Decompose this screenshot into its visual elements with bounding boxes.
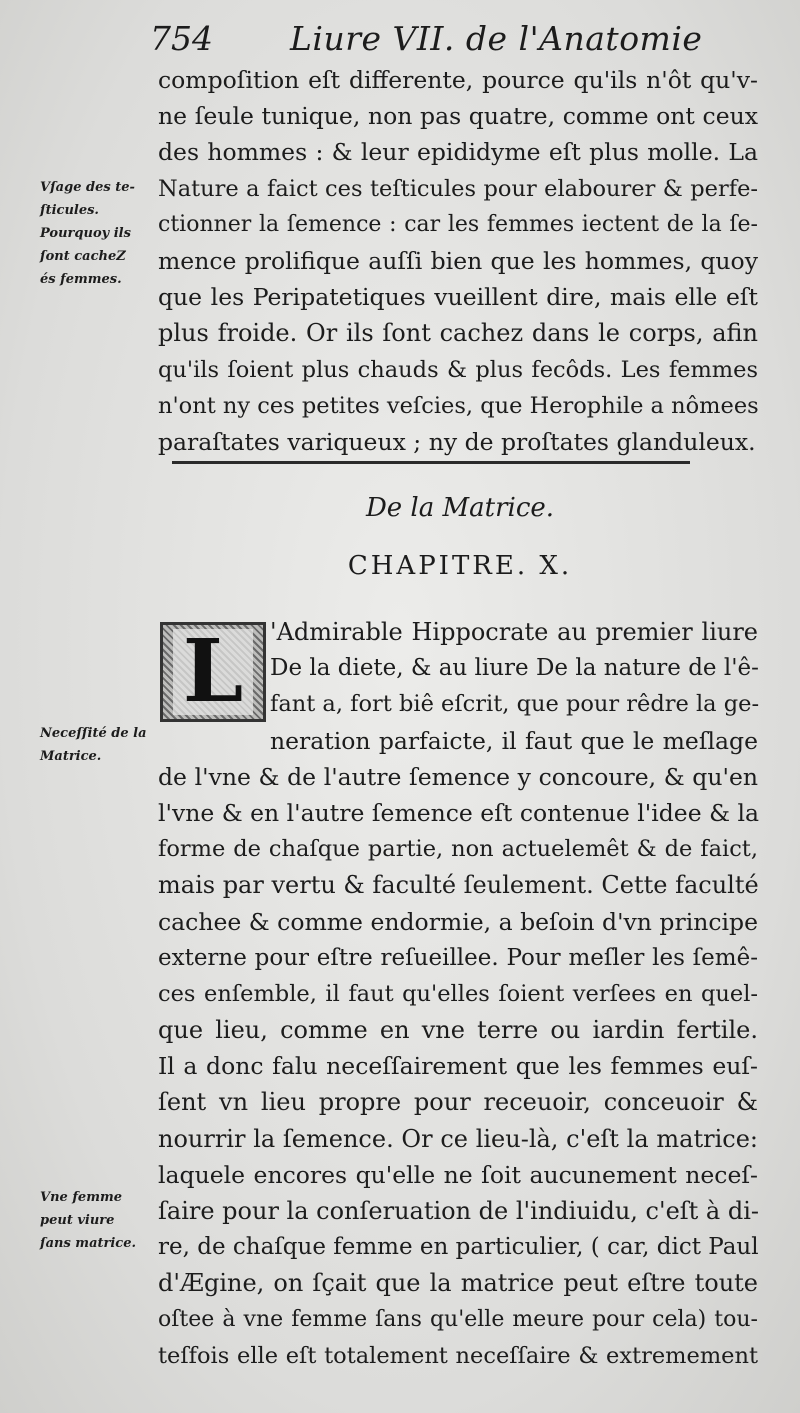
margin-note-line: Neceſſité de la bbox=[40, 726, 147, 741]
margin-note-without-womb bbox=[40, 1186, 156, 1255]
text-line: neration parfaicte, il faut que le meſlage bbox=[270, 726, 758, 755]
text-line: teſfois elle eſt totalement neceſſaire & extremement bbox=[158, 1342, 758, 1369]
margin-note-line: ſticules. bbox=[40, 203, 99, 218]
chapter-title: CHAPITRE. X. bbox=[347, 551, 573, 581]
text-line: mais par vertu & faculté ſeulement. Cette faculté bbox=[158, 871, 759, 900]
text-line: Nature a faict ces teſticules pour elabourer & perfe- bbox=[158, 175, 758, 202]
text-line: que les Peripatetiques vueillent dire, mais elle eſt bbox=[158, 283, 758, 312]
margin-note-line: Vſage des te- bbox=[40, 180, 135, 195]
text-line: Il a donc falu neceſſairement que les femmes euſ- bbox=[158, 1052, 758, 1081]
margin-note-line: ſans matrice. bbox=[40, 1236, 136, 1251]
text-line: 'Admirable Hippocrate au premier liure bbox=[270, 618, 758, 646]
text-line: paraſtates variqueux ; ny de proſtates glanduleux. bbox=[158, 427, 756, 456]
margin-note-line: Pourquoy ils bbox=[40, 226, 131, 241]
text-line: qu'ils ſoient plus chauds & plus fecôds. Les femmes bbox=[158, 356, 758, 383]
text-line: ctionner la ſemence : car les femmes iectent de la ſe- bbox=[158, 211, 758, 237]
text-line: que lieu, comme en vne terre ou iardin fertile. bbox=[158, 1016, 758, 1045]
drop-cap-letter: L bbox=[173, 629, 253, 715]
margin-note-necessity bbox=[40, 722, 156, 768]
margin-note-line: Matrice. bbox=[40, 749, 102, 764]
page-header bbox=[150, 14, 790, 64]
text-line: ces enſemble, il faut qu'elles ſoient verſees en quel- bbox=[158, 980, 758, 1007]
text-line: d'Ægine, on ſçait que la matrice peut eſtre toute bbox=[158, 1269, 758, 1298]
section-divider bbox=[172, 461, 690, 464]
text-line: ſent vn lieu propre pour receuoir, conceuoir & bbox=[158, 1088, 758, 1117]
text-line: forme de chaſque partie, non actuelemêt & de faict, bbox=[158, 836, 758, 863]
section-title: De la Matrice. bbox=[365, 493, 555, 523]
text-line: externe pour eſtre reſueillee. Pour meſler les ſemê- bbox=[158, 944, 758, 971]
text-line: laquele encores qu'elle ne ſoit aucunement neceſ- bbox=[158, 1160, 758, 1189]
margin-note-line: ſont cacheZ bbox=[40, 249, 126, 264]
text-line: nourrir la ſemence. Or ce lieu-là, c'eſt la matrice: bbox=[158, 1124, 758, 1153]
margin-note-usage bbox=[40, 176, 156, 291]
text-line: ſaire pour la conſeruation de l'indiuidu, c'eſt à di- bbox=[158, 1197, 760, 1225]
text-line: De la diete, & au liure De la nature de l'ê- bbox=[270, 655, 759, 682]
text-line: fant a, fort biê eſcrit, que pour rêdre la ge- bbox=[270, 691, 760, 718]
text-line: oſtee à vne femme ſans qu'elle meure pour cela) tou- bbox=[158, 1306, 758, 1332]
text-line: compoſition eſt differente, pource qu'ils n'ôt qu'v- bbox=[158, 66, 758, 94]
text-line: l'vne & en l'autre ſemence eſt contenue l'idee & la bbox=[158, 798, 760, 827]
text-line: plus froide. Or ils ſont cachez dans le corps, afin bbox=[158, 319, 758, 348]
text-line: ne ſeule tunique, non pas quatre, comme ont ceux bbox=[158, 102, 758, 131]
text-line: des hommes : & leur epididyme eſt plus molle. La bbox=[158, 138, 758, 167]
margin-note-line: Vne femme bbox=[40, 1190, 122, 1205]
text-line: re, de chaſque femme en particulier, ( car, dict Paul bbox=[158, 1234, 759, 1261]
page-number: 754 bbox=[150, 19, 213, 58]
text-line: mence prolifique auſſi bien que les hommes, quoy bbox=[158, 246, 758, 275]
margin-note-line: és femmes. bbox=[40, 272, 122, 287]
chapter-paragraph bbox=[158, 614, 758, 1374]
text-line: n'ont ny ces petites veſcies, que Herophile a nômees bbox=[158, 392, 759, 419]
running-title: Liure VII. de l'Anatomie bbox=[290, 19, 703, 58]
text-line: de l'vne & de l'autre ſemence y concoure, & qu'en bbox=[158, 762, 758, 791]
margin-note-line: peut viure bbox=[40, 1213, 115, 1228]
text-line: cachee & comme endormie, a beſoin d'vn principe bbox=[158, 907, 758, 936]
top-text-block bbox=[158, 62, 758, 460]
